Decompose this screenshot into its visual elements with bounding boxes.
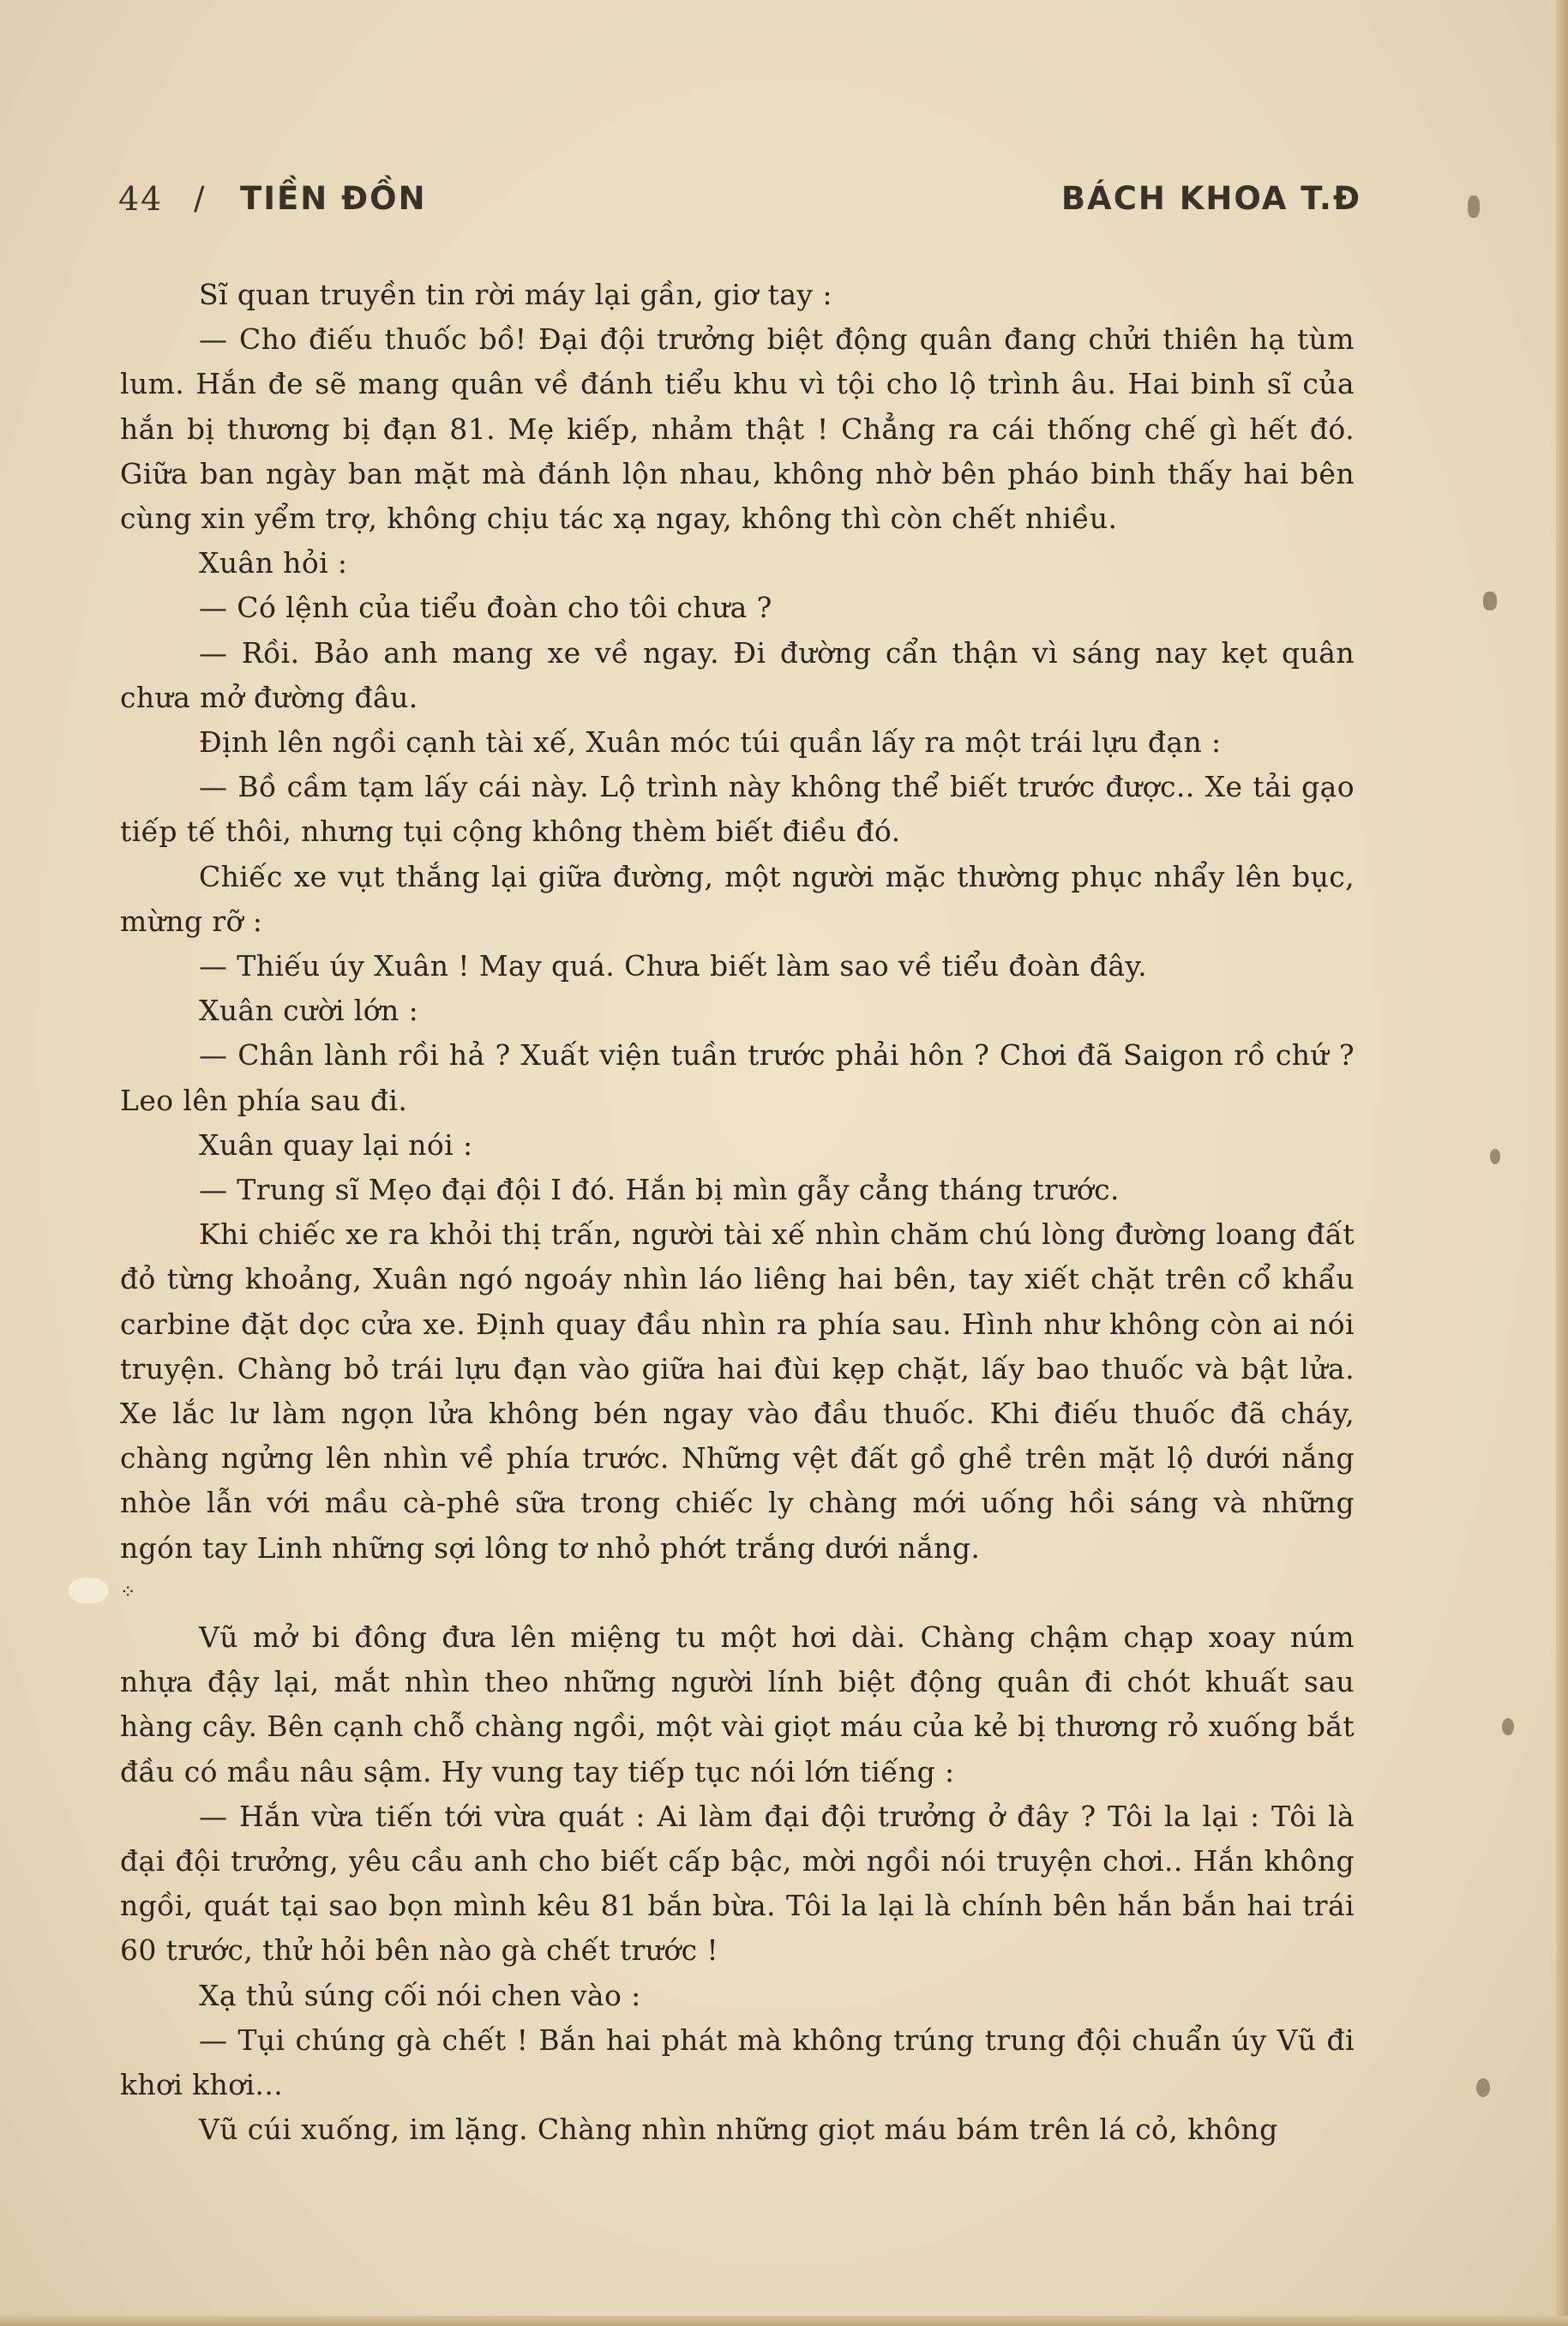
paragraph: Xạ thủ súng cối nói chen vào : (199, 1978, 641, 2012)
paragraph: — Rồi. Bảo anh mang xe về ngay. Đi đường cẩn thận vì sáng nay kẹt quân chưa mở đường đâu. (120, 635, 1355, 714)
paper-speck (1476, 2078, 1490, 2097)
page-edge-bottom (0, 2316, 1568, 2326)
header-separator: / (194, 180, 207, 217)
paragraph: Chiếc xe vụt thắng lại giữa đường, một người mặc thường phục nhẩy lên bục, mừng rỡ : (120, 859, 1355, 938)
paragraph: Vũ cúi xuống, im lặng. Chàng nhìn những giọt máu bám trên lá cỏ, không (199, 2113, 1278, 2147)
paragraph: — Tụi chúng gà chết ! Bắn hai phát mà không trúng trung đội chuẩn úy Vũ đi khơi khơi... (120, 2022, 1355, 2101)
paper-speck (1483, 592, 1497, 610)
running-header (118, 180, 1361, 231)
paragraph: Xuân quay lại nói : (199, 1127, 473, 1162)
magazine-title: BÁCH KHOA T.Đ (1060, 180, 1361, 217)
paper-speck (1490, 1149, 1500, 1164)
paragraph: — Hắn vừa tiến tới vừa quát : Ai làm đại đội trưởng ở đây ? Tôi la lại : Tôi là đại đội trưởng, yêu cầu anh cho biết cấp bậc, mời ngồi nói truyện chơi.. Hắn không ngồi, quát tại sao bọn mình kêu 81 bắn bừa. Tôi la lại là chính bên hắn bắn hai trái 60 trước, thử hỏi bên nào gà chết trước ! (120, 1799, 1355, 1968)
paragraph: Khi chiếc xe ra khỏi thị trấn, người tài xế nhìn chăm chú lòng đường loang đất đỏ từng khoảng, Xuân ngó ngoáy nhìn láo liêng hai bên, tay xiết chặt trên cổ khẩu carbine đặt dọc cửa xe. Định quay đầu nhìn ra phía sau. Hình như không còn ai nói truyện. Chàng bỏ trái lựu đạn vào giữa hai đùi kẹp chặt, lấy bao thuốc và bật lửa. Xe lắc lư làm ngọn lửa không bén ngay vào đầu thuốc. Khi điếu thuốc đã cháy, chàng ngửng lên nhìn về phía trước. Những vệt đất gồ ghề trên mặt lộ dưới nắng nhòe lẫn với mầu cà-phê sữa trong chiếc ly chàng mới uống hồi sáng và những ngón tay Linh những sợi lông tơ nhỏ phớt trắng dưới nắng. (120, 1217, 1355, 1565)
page-number: 44 (118, 180, 164, 218)
body-text (120, 273, 1355, 2152)
section-break-ornament: ⁘ (120, 1581, 141, 1603)
paragraph: — Chân lành rồi hả ? Xuất viện tuần trước phải hôn ? Chơi đã Saigon rồ chứ ? Leo lên phía sau đi. (120, 1038, 1355, 1117)
paper-speck (69, 1578, 108, 1603)
paragraph: — Có lệnh của tiểu đoàn cho tôi chưa ? (199, 591, 772, 625)
paragraph: Xuân cười lớn : (199, 994, 419, 1028)
paragraph: — Cho điếu thuốc bồ! Đại đội trưởng biệt động quân đang chửi thiên hạ tùm lum. Hắn đe sẽ mang quân về đánh tiểu khu vì tội cho lộ trình âu. Hai binh sĩ của hắn bị thương bị đạn 81. Mẹ kiếp, nhảm thật ! Chẳng ra cái thống chế gì hết đó. Giữa ban ngày ban mặt mà đánh lộn nhau, không nhờ bên pháo binh thấy hai bên cùng xin yểm trợ, không chịu tác xạ ngay, không thì còn chết nhiều. (120, 322, 1355, 536)
paragraph: Vũ mở bi đông đưa lên miệng tu một hơi dài. Chàng chậm chạp xoay núm nhựa đậy lại, mắt nhìn theo những người lính biệt động quân đi chót khuất sau hàng cây. Bên cạnh chỗ chàng ngồi, một vài giọt máu của kẻ bị thương rỏ xuống bắt đầu có mầu nâu sậm. Hy vung tay tiếp tục nói lớn tiếng : (120, 1620, 1355, 1788)
paper-speck (1502, 1718, 1514, 1735)
section-title: TIỀN ĐỒN (240, 180, 427, 217)
paragraph: Xuân hỏi : (199, 546, 348, 580)
paragraph: — Trung sĩ Mẹo đại đội I đó. Hắn bị mìn gẫy cẳng tháng trước. (199, 1173, 1120, 1207)
paragraph: Sĩ quan truyền tin rời máy lại gần, giơ tay : (199, 278, 832, 311)
paper-speck (1468, 195, 1480, 218)
paragraph: Định lên ngồi cạnh tài xế, Xuân móc túi quần lấy ra một trái lựu đạn : (199, 725, 1222, 760)
paragraph: — Bồ cầm tạm lấy cái này. Lộ trình này không thể biết trước được.. Xe tải gạo tiếp tế thôi, nhưng tụi cộng không thèm biết điều đó. (120, 770, 1355, 849)
paragraph: — Thiếu úy Xuân ! May quá. Chưa biết làm sao về tiểu đoàn đây. (199, 949, 1147, 983)
page-edge-right (1556, 0, 1568, 2326)
